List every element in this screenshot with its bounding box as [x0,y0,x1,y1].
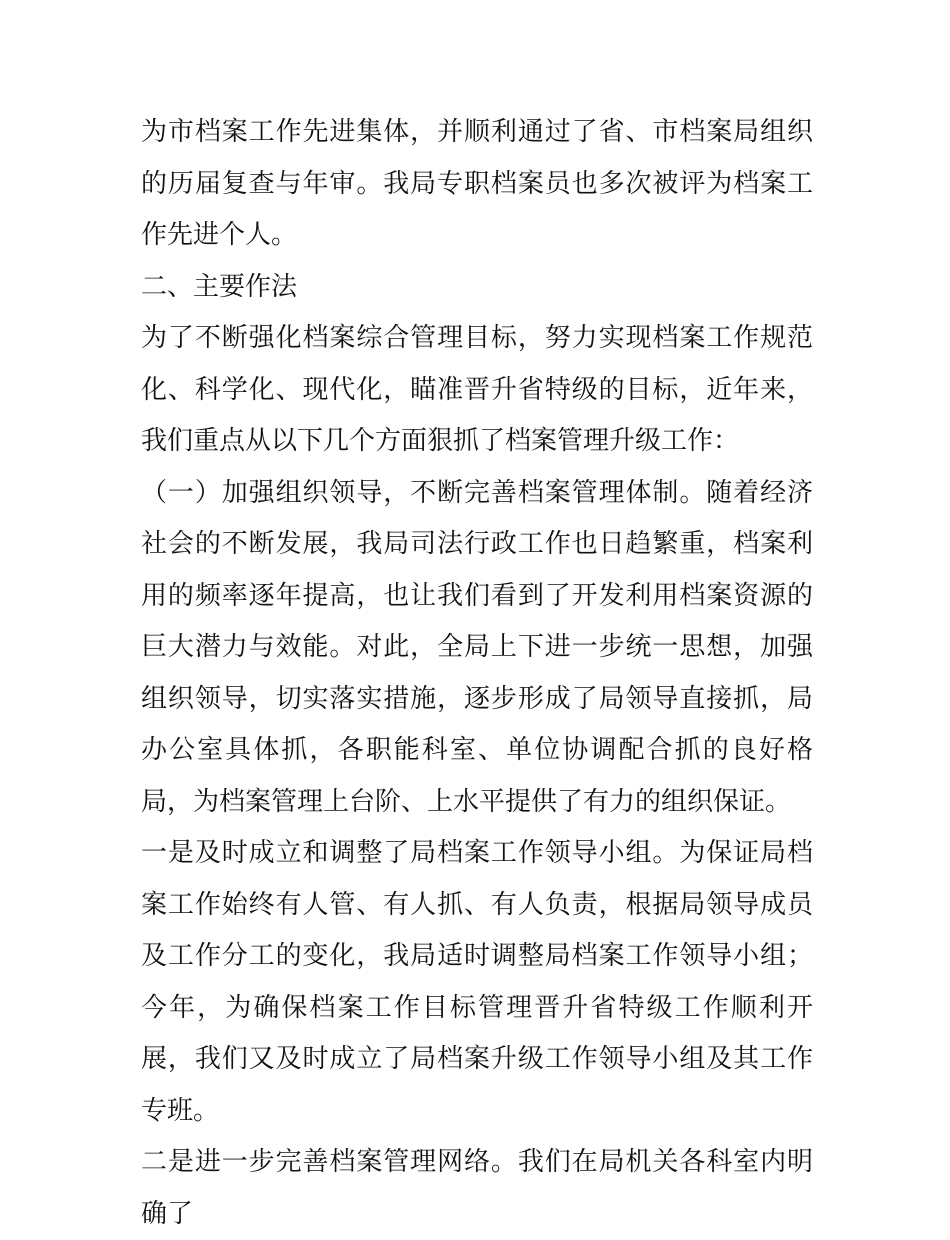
document-page [141,107,813,1240]
paragraph-overview: 为了不断强化档案综合管理目标，努力实现档案工作规范化、科学化、现代化，瞄准晋升省特级的目标，近年来，我们重点从以下几个方面狠抓了档案管理升级工作： [141,323,813,456]
paragraph-intro: 为市档案工作先进集体，并顺利通过了省、市档案局组织的历届复查与年审。我局专职档案员也多次被评为档案工作先进个人。 [141,117,813,250]
section-heading-main-methods: 二、主要作法 [141,271,298,302]
paragraph-section-one: （一）加强组织领导，不断完善档案管理体制。随着经济社会的不断发展，我局司法行政工作也日趋繁重，档案利用的频率逐年提高，也让我们看到了开发利用档案资源的巨大潜力与效能。对此，全局上下进一步统一思想，加强组织领导，切实落实措施，逐步形成了局领导直接抓，局办公室具体抓，各职能科室、单位协调配合抓的良好格局，为档案管理上台阶、上水平提供了有力的组织保证。 [141,477,813,817]
paragraph-point-one: 一是及时成立和调整了局档案工作领导小组。为保证局档案工作始终有人管、有人抓、有人负责，根据局领导成员及工作分工的变化，我局适时调整局档案工作领导小组；今年，为确保档案工作目标管理晋升省特级工作顺利开展，我们又及时成立了局档案升级工作领导小组及其工作专班。 [141,838,813,1126]
paragraph-point-two: 二是进一步完善档案管理网络。我们在局机关各科室内明确了 [141,1147,813,1229]
